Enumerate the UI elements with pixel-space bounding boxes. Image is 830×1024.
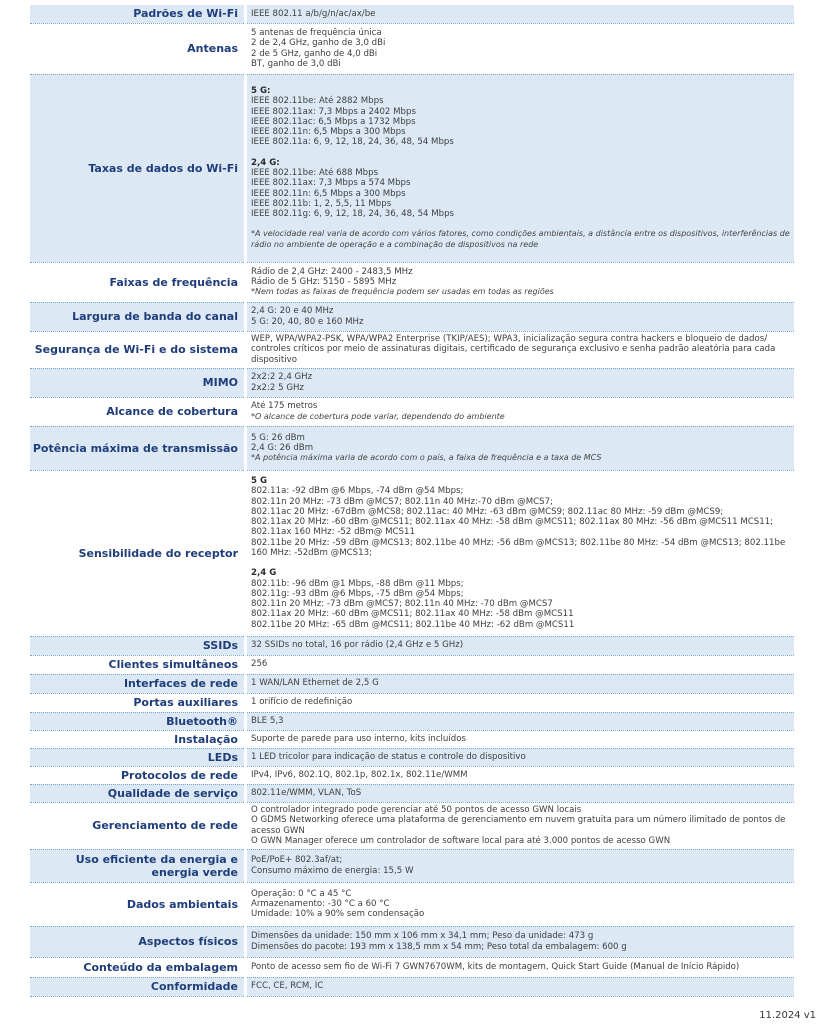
spec-value — [246, 397, 795, 426]
spec-value-line: 2,4 G: 26 dBm — [251, 442, 314, 453]
spec-value — [246, 5, 795, 23]
spec-value — [246, 730, 795, 748]
spec-row — [30, 397, 794, 426]
spec-value-line: IEEE 802.11be: Até 2882 Mbps — [251, 96, 384, 107]
spec-value-line: 256 — [251, 659, 268, 670]
spec-label: Alcance de cobertura — [30, 397, 246, 426]
spec-row — [30, 926, 794, 957]
spec-footnote: *O alcance de cobertura pode variar, dependendo do ambiente — [251, 411, 505, 421]
spec-value-line: IEEE 802.11g: 6, 9, 12, 18, 24, 36, 48, 54 Mbps — [251, 209, 455, 220]
spec-value-line: 802.11ax 160 MHz: -52 dBm@ MCS11 — [251, 527, 415, 538]
spec-value-line: 802.11b: -96 dBm @1 Mbps, -88 dBm @11 Mbps; — [251, 578, 464, 589]
spec-value-line: Suporte de parede para uso interno, kits incluídos — [251, 733, 466, 744]
spec-value-line — [251, 558, 790, 568]
spec-row — [30, 712, 794, 730]
spec-value-line — [251, 148, 790, 158]
spec-value — [246, 23, 795, 74]
spec-value-line: Rádio de 5 GHz: 5150 - 5895 MHz — [251, 276, 397, 287]
spec-row — [30, 977, 794, 996]
spec-footnote: *Nem todas as faixas de frequência podem ser usadas em todas as regiões — [251, 287, 554, 297]
spec-value — [246, 368, 795, 397]
spec-value-line: 2x2:2 2,4 GHz — [251, 372, 313, 383]
spec-value — [246, 674, 795, 693]
spec-value-line: 802.11ac 20 MHz: -67dBm @MCS8; 802.11ac: 40 MHz: -63 dBm @MCS9; 802.11ac 80 MHz: -59 dBm @MCS9; — [251, 506, 724, 517]
spec-value — [246, 262, 795, 302]
spec-label: Sensibilidade do receptor — [30, 470, 246, 636]
spec-value — [246, 74, 795, 262]
spec-value — [246, 470, 795, 636]
spec-row — [30, 882, 794, 926]
spec-label: Clientes simultâneos — [30, 655, 246, 674]
spec-value-line — [251, 219, 790, 229]
spec-value-line: 2,4 G: 20 e 40 MHz — [251, 306, 334, 317]
spec-row — [30, 674, 794, 693]
spec-label: Antenas — [30, 23, 246, 74]
spec-value-line: BLE 5,3 — [251, 715, 284, 726]
spec-label: Conteúdo da embalagem — [30, 957, 246, 977]
spec-value-line: O GWN Manager oferece um controlador de software local para até 3.000 pontos de acesso GWN — [251, 835, 671, 846]
spec-row — [30, 331, 794, 368]
spec-value-line: Umidade: 10% a 90% sem condensação — [251, 909, 425, 920]
spec-value-line: 802.11g: -93 dBm @6 Mbps, -75 dBm @54 Mbps; — [251, 588, 464, 599]
spec-label: Segurança de Wi-Fi e do sistema — [30, 331, 246, 368]
spec-value-line: FCC, CE, RCM, IC — [251, 981, 324, 992]
spec-label: Interfaces de rede — [30, 674, 246, 693]
spec-value — [246, 926, 795, 957]
spec-value-line: PoE/PoE+ 802.3af/at; — [251, 855, 343, 866]
spec-row — [30, 302, 794, 331]
spec-value — [246, 636, 795, 655]
spec-value — [246, 331, 795, 368]
spec-row — [30, 784, 794, 802]
spec-value-line: 802.11n 20 MHz: -73 dBm @MCS7; 802.11n 40 MHz:-70 dBm @MCS7; — [251, 496, 553, 507]
spec-label: MIMO — [30, 368, 246, 397]
spec-label: Instalação — [30, 730, 246, 748]
spec-label: Potência máxima de transmissão — [30, 426, 246, 470]
spec-value-line: 5 G: 26 dBm — [251, 432, 305, 443]
spec-value-line: 802.11ax 20 MHz: -60 dBm @MCS11; 802.11ax 40 MHz: -58 dBm @MCS11 — [251, 609, 574, 620]
spec-row — [30, 766, 794, 784]
spec-value-line: 802.11be 20 MHz: -65 dBm @MCS11; 802.11be 40 MHz: -62 dBm @MCS11 — [251, 619, 575, 630]
spec-value-line: 802.11ax 20 MHz: -60 dBm @MCS11; 802.11ax 40 MHz: -58 dBm @MCS11; 802.11ax 80 MHz: -56 dBm @MCS11 MCS11; — [251, 517, 774, 528]
spec-value-line: IEEE 802.11n: 6,5 Mbps a 300 Mbps — [251, 127, 406, 138]
spec-row — [30, 957, 794, 977]
spec-value-line: 802.11n 20 MHz: -73 dBm @MCS7; 802.11n 40 MHz: -70 dBm @MCS7 — [251, 599, 553, 610]
spec-value-line: IEEE 802.11n: 6,5 Mbps a 300 Mbps — [251, 188, 406, 199]
spec-row — [30, 23, 794, 74]
spec-row — [30, 802, 794, 849]
spec-table-body — [30, 5, 794, 996]
spec-row — [30, 470, 794, 636]
spec-row — [30, 74, 794, 262]
spec-label: Aspectos físicos — [30, 926, 246, 957]
spec-value — [246, 302, 795, 331]
spec-row — [30, 368, 794, 397]
spec-row — [30, 636, 794, 655]
spec-value-line: IEEE 802.11 a/b/g/n/ac/ax/be — [251, 8, 376, 19]
spec-value — [246, 766, 795, 784]
spec-value-line: 5 antenas de frequência única — [251, 27, 382, 38]
spec-value — [246, 849, 795, 882]
spec-value — [246, 748, 795, 766]
spec-row — [30, 693, 794, 712]
spec-label: Faixas de frequência — [30, 262, 246, 302]
spec-value-line: BT, ganho de 3,0 dBi — [251, 58, 341, 69]
version-label: 11.2024 v1 — [759, 1010, 816, 1021]
spec-value-line: Ponto de acesso sem fio de Wi-Fi 7 GWN7670WM, kits de montagem, Quick Start Guide (Manual de Início Rápido) — [251, 961, 740, 972]
spec-value — [246, 977, 795, 996]
spec-row — [30, 426, 794, 470]
spec-value-line: WEP, WPA/WPA2-PSK, WPA/WPA2 Enterprise (TKIP/AES); WPA3, inicialização segura contra hackers e bloqueio de dados/ controles críticos por meio de assinaturas digitais, certificado de segurança exclusivo e senha padrão aleatória para cada dispositivo — [251, 334, 779, 365]
spec-row — [30, 262, 794, 302]
spec-value-line: Dimensões do pacote: 193 mm x 138,5 mm x 54 mm; Peso total da embalagem: 600 g — [251, 941, 627, 952]
spec-value-line: 1 WAN/LAN Ethernet de 2,5 G — [251, 678, 379, 689]
spec-label: Dados ambientais — [30, 882, 246, 926]
spec-row — [30, 748, 794, 766]
spec-value-line: 5 G: 20, 40, 80 e 160 MHz — [251, 316, 364, 327]
spec-label: Bluetooth® — [30, 712, 246, 730]
spec-value-line: 1 orifício de redefinição — [251, 697, 353, 708]
spec-label: Portas auxiliares — [30, 693, 246, 712]
spec-value-line: 802.11be 20 MHz: -59 dBm @MCS13; 802.11be 40 MHz: -56 dBm @MCS13; 802.11be 80 MHz: -54 dBm @MCS13; 802.11be 160 MHz: -52dBm @MCS13; — [251, 537, 788, 558]
spec-label: Largura de banda do canal — [30, 302, 246, 331]
spec-subheading: 5 G — [251, 475, 268, 486]
spec-value-line: IEEE 802.11a: 6, 9, 12, 18, 24, 36, 48, 54 Mbps — [251, 137, 454, 148]
spec-row — [30, 655, 794, 674]
spec-row — [30, 5, 794, 23]
spec-subheading: 2,4 G — [251, 568, 277, 579]
spec-value-line: Rádio de 2,4 GHz: 2400 - 2483,5 MHz — [251, 266, 413, 277]
spec-value-line: 2 de 2,4 GHz, ganho de 3,0 dBi — [251, 38, 386, 49]
spec-value-line: Dimensões da unidade: 150 mm x 106 mm x 34,1 mm; Peso da unidade: 473 g — [251, 931, 594, 942]
spec-value-line: 1 LED tricolor para indicação de status e controle do dispositivo — [251, 751, 526, 762]
spec-value — [246, 426, 795, 470]
spec-label: Qualidade de serviço — [30, 784, 246, 802]
spec-value-line: 802.11a: -92 dBm @6 Mbps, -74 dBm @54 Mbps; — [251, 486, 464, 497]
spec-subheading: 2,4 G: — [251, 157, 280, 168]
spec-label: Taxas de dados do Wi-Fi — [30, 74, 246, 262]
spec-value — [246, 784, 795, 802]
spec-value — [246, 957, 795, 977]
spec-label: LEDs — [30, 748, 246, 766]
spec-value-line: IEEE 802.11ax: 7,3 Mbps a 2402 Mbps — [251, 106, 416, 117]
spec-footnote: *A potência máxima varia de acordo com o país, a faixa de frequência e a taxa de MCS — [251, 453, 602, 463]
spec-value-line: Operação: 0 °C a 45 °C — [251, 888, 352, 899]
spec-value — [246, 802, 795, 849]
spec-table — [30, 5, 794, 997]
spec-value-line: IPv4, IPv6, 802.1Q, 802.1p, 802.1x, 802.11e/WMM — [251, 769, 468, 780]
spec-label: Uso eficiente da energia e energia verde — [30, 849, 246, 882]
spec-value — [246, 882, 795, 926]
spec-value — [246, 693, 795, 712]
spec-value-line: 32 SSIDs no total, 16 por rádio (2,4 GHz e 5 GHz) — [251, 640, 464, 651]
spec-label: Padrões de Wi-Fi — [30, 5, 246, 23]
spec-label: Gerenciamento de rede — [30, 802, 246, 849]
spec-row — [30, 730, 794, 748]
spec-value-line: O controlador integrado pode gerenciar até 50 pontos de acesso GWN locais — [251, 804, 582, 815]
spec-value-line: 2 de 5 GHz, ganho de 4,0 dBi — [251, 48, 378, 59]
spec-value — [246, 655, 795, 674]
spec-value-line: Armazenamento: -30 °C a 60 °C — [251, 898, 390, 909]
spec-value-line: 802.11e/WMM, VLAN, ToS — [251, 787, 362, 798]
spec-value-line: IEEE 802.11be: Até 688 Mbps — [251, 168, 379, 178]
spec-row — [30, 849, 794, 882]
spec-subheading: 5 G: — [251, 85, 271, 96]
spec-value-line: IEEE 802.11ac: 6,5 Mbps a 1732 Mbps — [251, 116, 416, 127]
spec-value-line: Até 175 metros — [251, 401, 318, 412]
spec-value-line: IEEE 802.11b: 1, 2, 5,5, 11 Mbps — [251, 198, 392, 209]
spec-value-line: IEEE 802.11ax: 7,3 Mbps a 574 Mbps — [251, 178, 411, 189]
spec-label: Conformidade — [30, 977, 246, 996]
spec-value-line: O GDMS Networking oferece uma plataforma de gerenciamento em nuvem gratuita para um número ilimitado de pontos de acesso GWN — [251, 815, 789, 836]
spec-label: Protocolos de rede — [30, 766, 246, 784]
spec-label: SSIDs — [30, 636, 246, 655]
spec-value-line: 2x2:2 5 GHz — [251, 382, 304, 393]
spec-value — [246, 712, 795, 730]
spec-value-line: Consumo máximo de energia: 15,5 W — [251, 865, 414, 876]
spec-footnote: *A velocidade real varia de acordo com vários fatores, como condições ambientais, a distância entre os dispositivos, interferências de rádio no ambiente de operação e a combinação de dispositivos na rede — [251, 229, 793, 249]
